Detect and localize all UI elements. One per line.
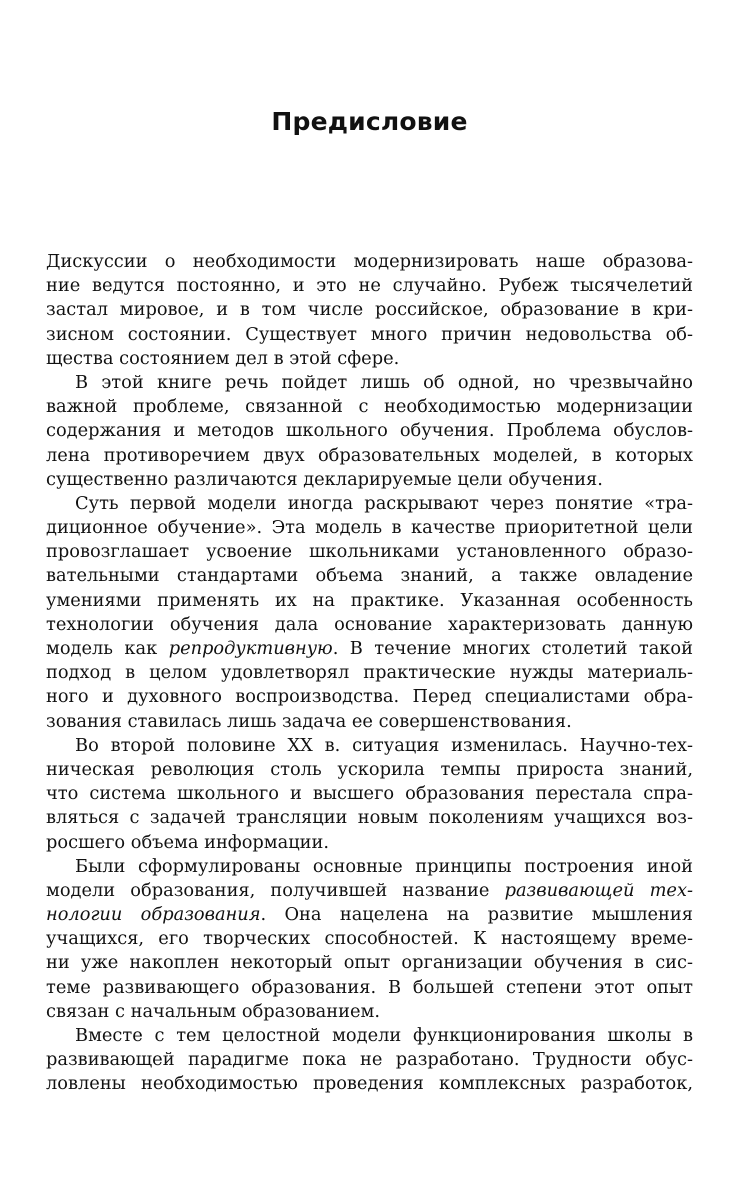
text-segment: . В течение многих столетий такой (332, 638, 693, 659)
text-line: теме развивающего образования. В большей степени этот опыт (46, 976, 693, 998)
text-line (46, 637, 693, 661)
text-line: Дискуссии о необходимости модернизировать наше образова- (46, 251, 693, 272)
italic-term: развивающей тех- (504, 879, 693, 901)
text-line: существенно различаются декларируемые цели обучения. (46, 468, 603, 490)
page-title: Предисловие (271, 107, 468, 136)
text-line: зования ставилась лишь задача ее совершенствования. (46, 710, 572, 732)
text-line: В этой книге речь пойдет лишь об одной, но чрезвычайно (75, 371, 693, 393)
text-line: умениями применять их на практике. Указанная особенность (46, 589, 693, 611)
text-line: вательными стандартами объема знаний, а также овладение (46, 565, 693, 587)
text-line: диционное обучение». Эта модель в качестве приоритетной цели (46, 517, 693, 539)
text-segment: модели образования, получившей название (46, 879, 505, 901)
text-line: ническая революция столь ускорила темпы прироста знаний, (46, 758, 693, 780)
text-line: зисном состоянии. Существует много причин недовольства об- (46, 323, 693, 345)
text-segment: модель как (46, 638, 169, 659)
text-line: ние ведутся постоянно, и это не случайно. Рубеж тысячелетий (46, 275, 693, 297)
text-line: ловлены необходимостью проведения комплексных разработок, (46, 1073, 693, 1095)
text-line: что система школьного и высшего образования перестала спра- (46, 783, 693, 805)
text-line: Были сформулированы основные принципы построения иной (75, 855, 693, 877)
text-line: застал мировое, и в том числе российское, образование в кри- (46, 299, 693, 321)
italic-term: репродуктивную (168, 638, 333, 659)
italic-term: нологии образования (46, 904, 261, 926)
text-line: Во второй половине XX в. ситуация изменилась. Научно-тех- (75, 734, 693, 756)
text-line: Суть первой модели иногда раскрывают через понятие «тра- (75, 492, 693, 514)
text-line: связан с начальным образованием. (46, 1000, 380, 1022)
text-line: вляться с задачей трансляции новым поколениям учащихся воз- (46, 807, 693, 829)
text-segment: . Она нацелена на развитие мышления (260, 904, 693, 926)
text-line: развивающей парадигме пока не разработано. Трудности обус- (46, 1049, 693, 1071)
text-line: важной проблеме, связанной с необходимостью модернизации (46, 396, 693, 418)
text-line: содержания и методов школьного обучения. Проблема обуслов- (46, 420, 693, 442)
text-line: технологии обучения дала основание характеризовать данную (46, 613, 693, 635)
text-line: лена противоречием двух образовательных моделей, в которых (46, 444, 693, 466)
text-line: ни уже накоплен некоторый опыт организации обучения в сис- (46, 952, 693, 974)
text-line: учащихся, его творческих способностей. К настоящему време- (46, 928, 693, 950)
text-line: росшего объема информации. (46, 831, 330, 853)
text-line (46, 903, 693, 927)
text-line: провозглашает усвоение школьниками установленного образо- (46, 541, 693, 563)
text-line: щества состоянием дел в этой сфере. (46, 347, 400, 369)
preface-body (46, 250, 693, 1097)
text-line: подход в целом удовлетворял практические нужды материаль- (46, 662, 693, 684)
text-line: Вместе с тем целостной модели функционирования школы в (75, 1025, 693, 1046)
text-line: ного и духовного воспроизводства. Перед специалистами обра- (46, 686, 693, 708)
text-line (46, 879, 693, 903)
